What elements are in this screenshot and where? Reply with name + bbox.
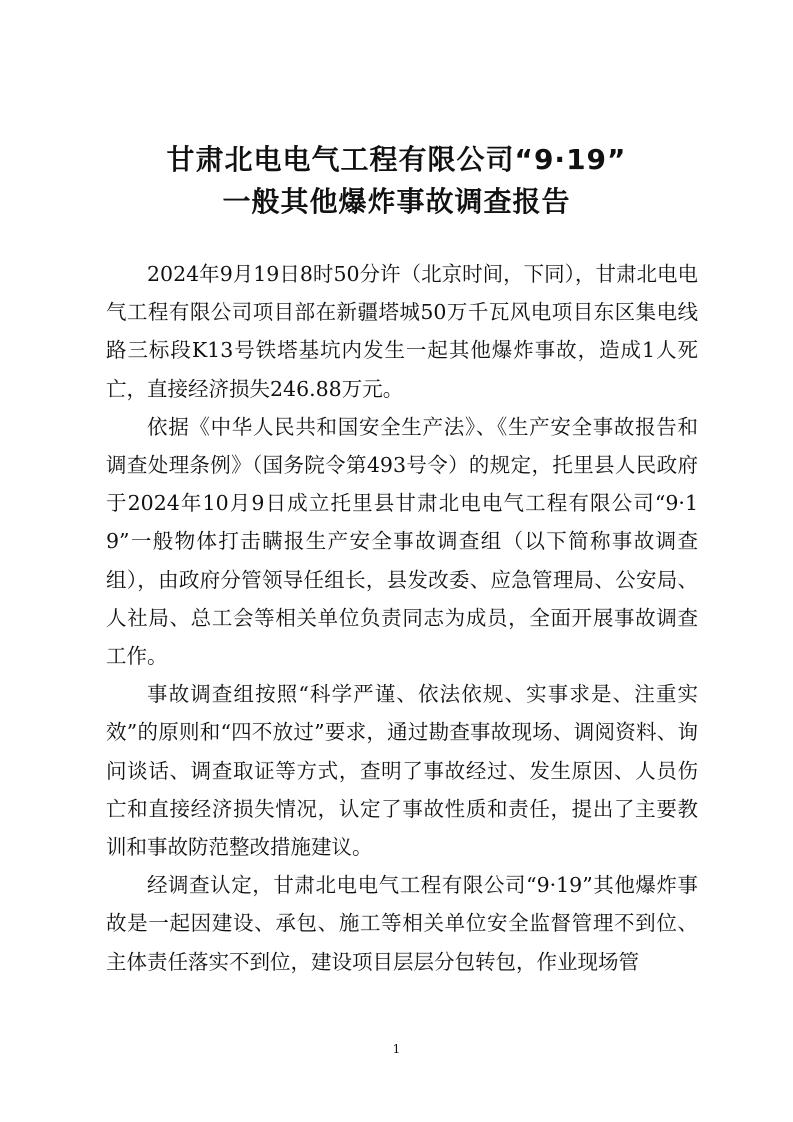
document-title-line-1: 甘肃北电电气工程有限公司“9·19”	[166, 143, 627, 176]
paragraph-legal-basis: 依据《中华人民共和国安全生产法》、《生产安全事故报告和调查处理条例》（国务院令第493号令）的规定，托里县人民政府于2024年10月9日成立托里县甘肃北电电气工程有限公司“9·19”一般物体打击瞒报生产安全事故调查组（以下简称事故调查组），由政府分管领导任组长，县发改委、应急管理局、公安局、人社局、总工会等相关单位负责同志为成员，全面开展事故调查工作。	[106, 414, 698, 669]
paragraph-conclusion: 经调查认定，甘肃北电电气工程有限公司“9·19”其他爆炸事故是一起因建设、承包、施工等相关单位安全监督管理不到位、主体责任落实不到位，建设项目层层分包转包，作业现场管	[106, 873, 698, 974]
document-title-line-2: 一般其他爆炸事故调查报告	[222, 185, 571, 218]
paragraph-investigation-method: 事故调查组按照“科学严谨、依法依规、实事求是、注重实效”的原则和“四不放过”要求，通过勘查事故现场、调阅资料、询问谈话、调查取证等方式，查明了事故经过、发生原因、人员伤亡和直接经济损失情况，认定了事故性质和责任，提出了主要教训和事故防范整改措施建议。	[106, 682, 698, 860]
document-body	[106, 255, 698, 981]
page-number: 1	[392, 1042, 401, 1056]
paragraph-incident-summary: 2024年9月19日8时50分许（北京时间，下同），甘肃北电电气工程有限公司项目部在新疆塔城50万千瓦风电项目东区集电线路三标段K13号铁塔基坑内发生一起其他爆炸事故，造成1人死亡，直接经济损失246.88万元。	[106, 262, 698, 401]
